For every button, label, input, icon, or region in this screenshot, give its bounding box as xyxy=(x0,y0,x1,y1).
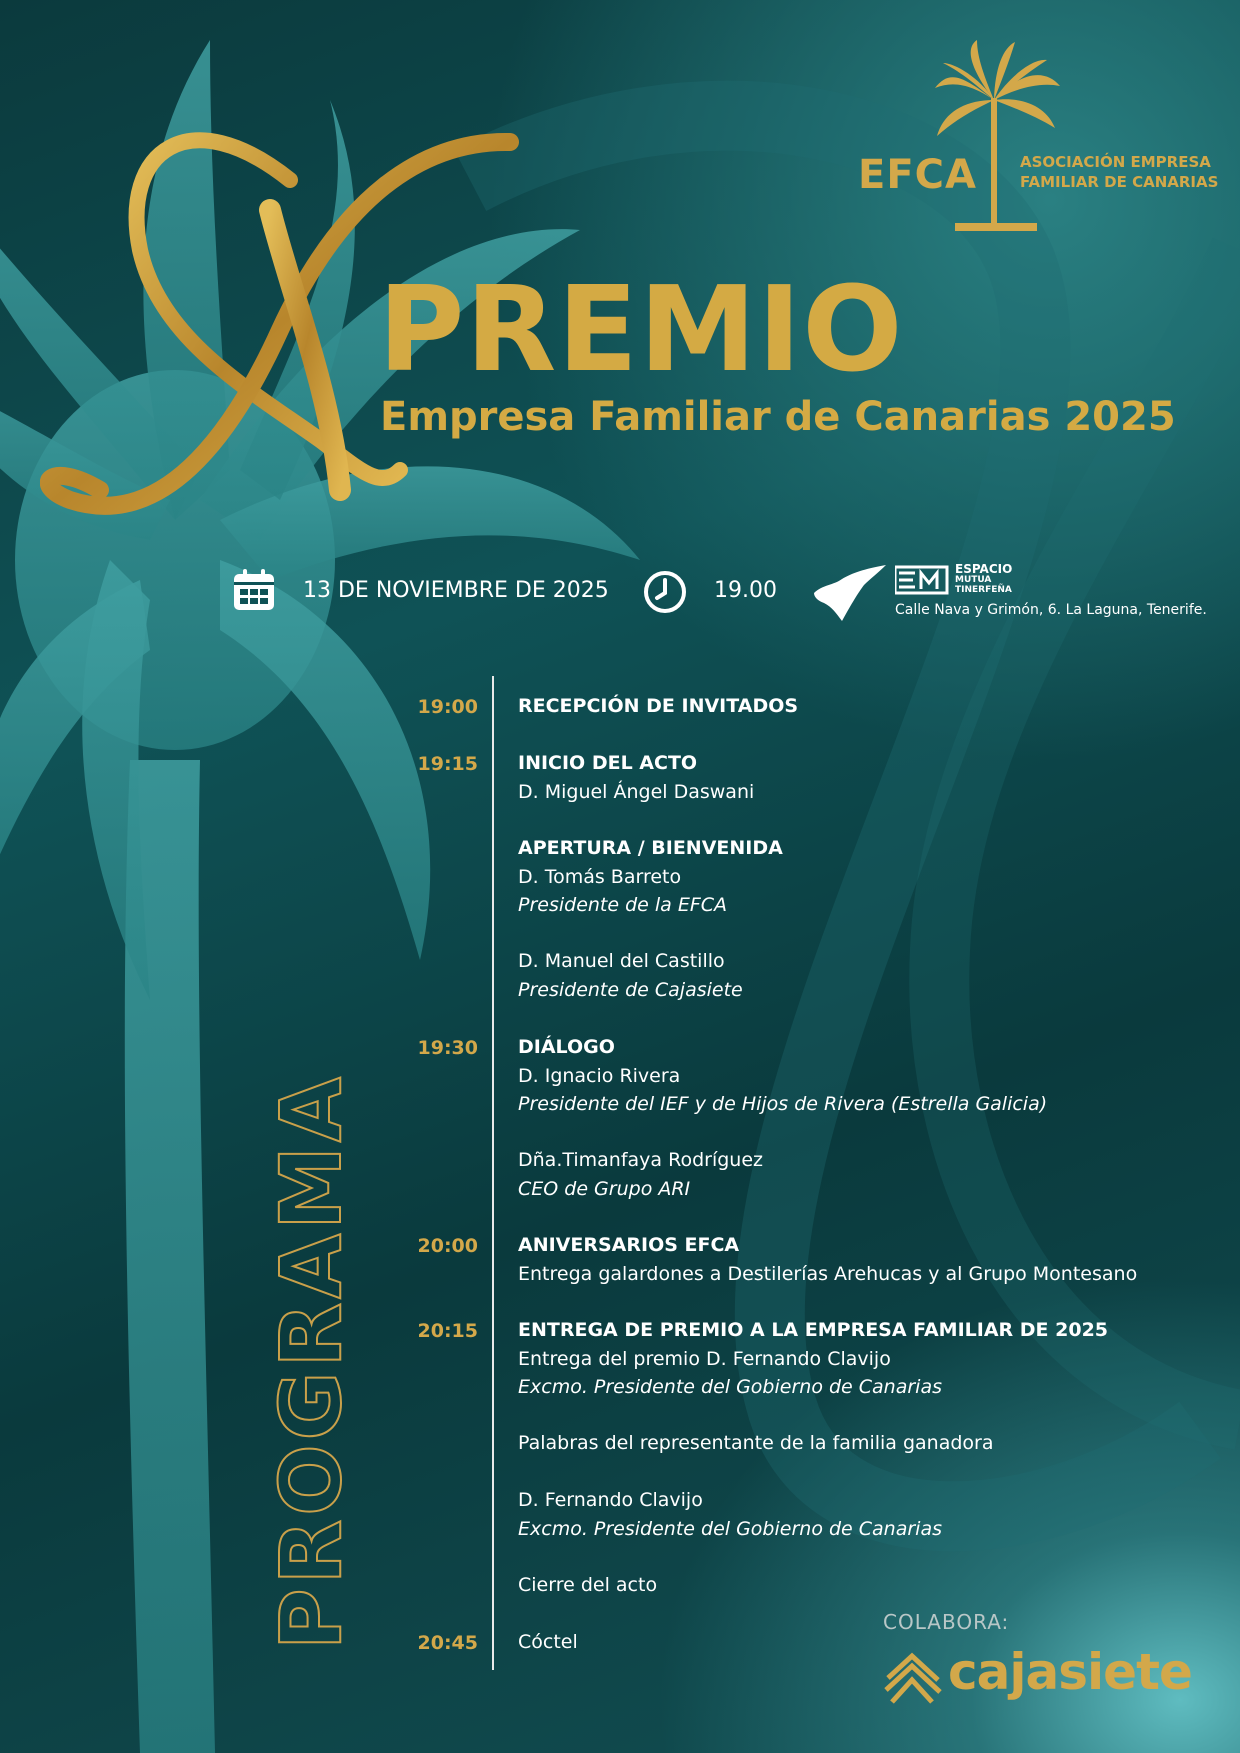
schedule-text: Dña.Timanfaya Rodríguez xyxy=(518,1149,763,1171)
schedule-time: 20:00 xyxy=(417,1235,478,1257)
espacio-mutua-text xyxy=(955,563,1012,595)
schedule-heading: ANIVERSARIOS EFCA xyxy=(518,1234,740,1256)
schedule-heading: APERTURA / BIENVENIDA xyxy=(518,837,783,859)
efca-name-line2: FAMILIAR DE CANARIAS xyxy=(1020,173,1219,191)
calendar-icon xyxy=(232,568,276,612)
schedule-role: Presidente de la EFCA xyxy=(518,894,728,916)
schedule-details xyxy=(518,749,1218,806)
award-title: PREMIO xyxy=(378,260,904,398)
cajasiete-chevron-icon xyxy=(882,1650,944,1706)
programa-label: PROGRAMA xyxy=(262,1073,360,1650)
award-subtitle: Empresa Familiar de Canarias 2025 xyxy=(380,394,1176,440)
schedule-time: 19:15 xyxy=(417,753,478,775)
efca-palm-logo-icon xyxy=(855,38,1205,238)
sponsor-name: cajasiete xyxy=(948,1643,1192,1701)
schedule-text: D. Tomás Barreto xyxy=(518,865,682,888)
schedule-role: Excmo. Presidente del Gobierno de Canarias xyxy=(518,1376,942,1398)
event-date: 13 DE NOVIEMBRE DE 2025 xyxy=(303,578,609,603)
schedule-details xyxy=(518,1429,1218,1458)
schedule-heading: DIÁLOGO xyxy=(518,1036,615,1058)
schedule-role: Presidente de Cajasiete xyxy=(518,978,743,1001)
schedule-text: Entrega galardones a Destilerías Arehucas y al Grupo Montesano xyxy=(518,1262,1138,1285)
schedule-details xyxy=(518,834,1218,920)
tenerife-island-icon xyxy=(812,563,888,623)
venue-address: Calle Nava y Grimón, 6. La Laguna, Tenerife. xyxy=(895,602,1207,618)
venue-logo-line3: TINERFEÑA xyxy=(955,585,1012,595)
schedule-details xyxy=(518,1571,1218,1600)
venue-logo-line1: ESPACIO xyxy=(955,562,1013,576)
schedule-time: 19:30 xyxy=(417,1037,478,1059)
schedule-text: D. Miguel Ángel Daswani xyxy=(518,780,755,803)
schedule-time: 19:00 xyxy=(417,696,478,718)
schedule-details xyxy=(518,947,1218,1004)
schedule-text: Cierre del acto xyxy=(518,1574,658,1596)
event-time: 19.00 xyxy=(714,578,777,603)
schedule-role: CEO de Grupo ARI xyxy=(518,1177,691,1200)
efca-name-line1: ASOCIACIÓN EMPRESA xyxy=(1020,153,1211,171)
schedule-details xyxy=(518,1033,1218,1119)
timeline-divider xyxy=(492,676,494,1670)
schedule-details xyxy=(518,1146,1218,1203)
schedule-role: Excmo. Presidente del Gobierno de Canarias xyxy=(518,1517,942,1540)
schedule-role: Presidente del IEF y de Hijos de Rivera (Estrella Galicia) xyxy=(518,1093,1048,1115)
schedule-text: D. Ignacio Rivera xyxy=(518,1064,681,1087)
sponsor-label: COLABORA: xyxy=(883,1610,1010,1634)
schedule-details xyxy=(518,1231,1218,1288)
efca-acronym: EFCA xyxy=(858,152,977,198)
schedule-details xyxy=(518,1316,1218,1402)
schedule-text: D. Manuel del Castillo xyxy=(518,950,725,972)
schedule-text: Palabras del representante de la familia ganadora xyxy=(518,1432,994,1454)
schedule-text: Cóctel xyxy=(518,1631,578,1653)
schedule-heading: RECEPCIÓN DE INVITADOS xyxy=(518,695,799,717)
schedule-text: D. Fernando Clavijo xyxy=(518,1489,703,1511)
schedule-text: Entrega del premio D. Fernando Clavijo xyxy=(518,1347,891,1370)
venue-logo-line2: MUTUA xyxy=(955,575,992,585)
schedule-heading: ENTREGA DE PREMIO A LA EMPRESA FAMILIAR DE 2025 xyxy=(518,1319,1109,1341)
clock-icon xyxy=(643,570,687,614)
schedule-heading: INICIO DEL ACTO xyxy=(518,752,698,774)
efca-full-name xyxy=(1020,152,1240,192)
schedule-time: 20:45 xyxy=(417,1632,478,1654)
schedule-details xyxy=(518,1486,1218,1543)
schedule-time: 20:15 xyxy=(417,1320,478,1342)
schedule-details xyxy=(518,692,1218,721)
